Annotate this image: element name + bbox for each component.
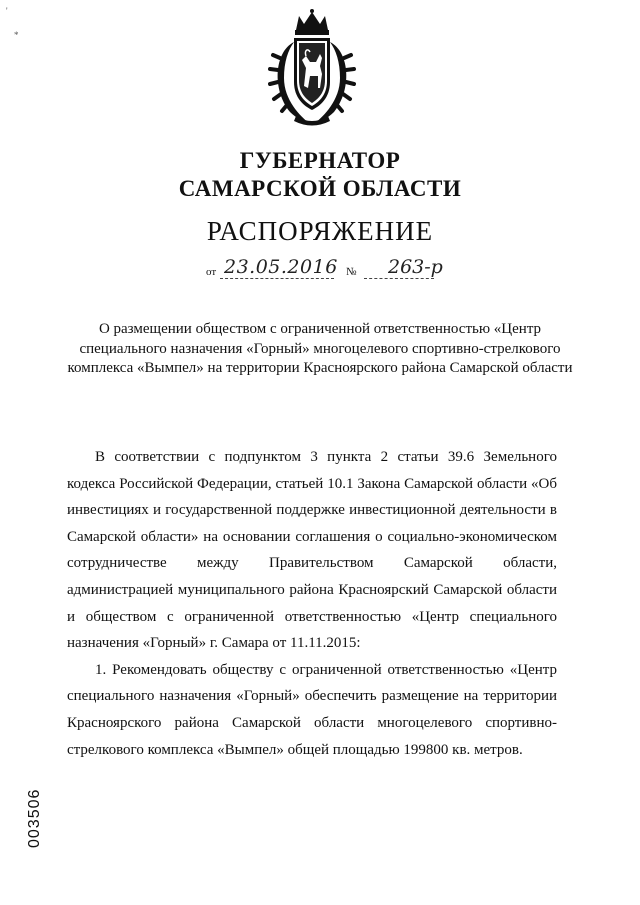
document-type: РАСПОРЯЖЕНИЕ: [206, 216, 434, 246]
handwritten-number: 263-р: [388, 256, 443, 278]
date-underline: [220, 278, 334, 279]
side-serial-number: 003506: [26, 788, 43, 848]
document-subject: О размещении обществом с ограниченной ответственностью «Центр специального назначения «Горный» многоцелевого спортивно-стрелкового комплекса «Вымпел» на территории Красноярского района Самарской области: [67, 321, 573, 376]
body-paragraph: В соответствии с подпунктом 3 пункта 2 статьи 39.6 Земельного кодекса Российской Федерации, статьей 10.1 Закона Самарской области «Об инвестициях и государственной поддержке инвестиционной деятельности в Самарской области» на основании соглашения о социально-экономическом сотрудничестве между Правительством Самарской области, администрацией муниципального района Красноярский Самарской области и обществом с ограниченной ответственностью «Центр специального назначения «Горный» г. Самара от 11.11.2015:: [67, 449, 557, 652]
coat-of-arms-emblem: [266, 8, 358, 128]
date-prefix: от: [206, 266, 217, 278]
issuer-title-line2: САМАРСКОЙ ОБЛАСТИ: [178, 176, 462, 201]
issuer-title-line1: ГУБЕРНАТОР: [239, 148, 401, 173]
number-underline: [364, 278, 434, 279]
handwritten-date: 23.05.2016: [224, 256, 338, 278]
document-body: [67, 444, 557, 763]
date-number-line: [206, 256, 456, 286]
number-label: №: [346, 266, 357, 278]
corner-mark: *: [14, 30, 19, 40]
corner-mark: ': [6, 6, 8, 16]
body-paragraph: 1. Рекомендовать обществу с ограниченной ответственностью «Центр специального назначения «Горный» обеспечить размещение на территории Красноярского района Самарской области многоцелевого спортивно-стрелкового комплекса «Вымпел» общей площадью 199800 кв. метров.: [67, 661, 557, 758]
